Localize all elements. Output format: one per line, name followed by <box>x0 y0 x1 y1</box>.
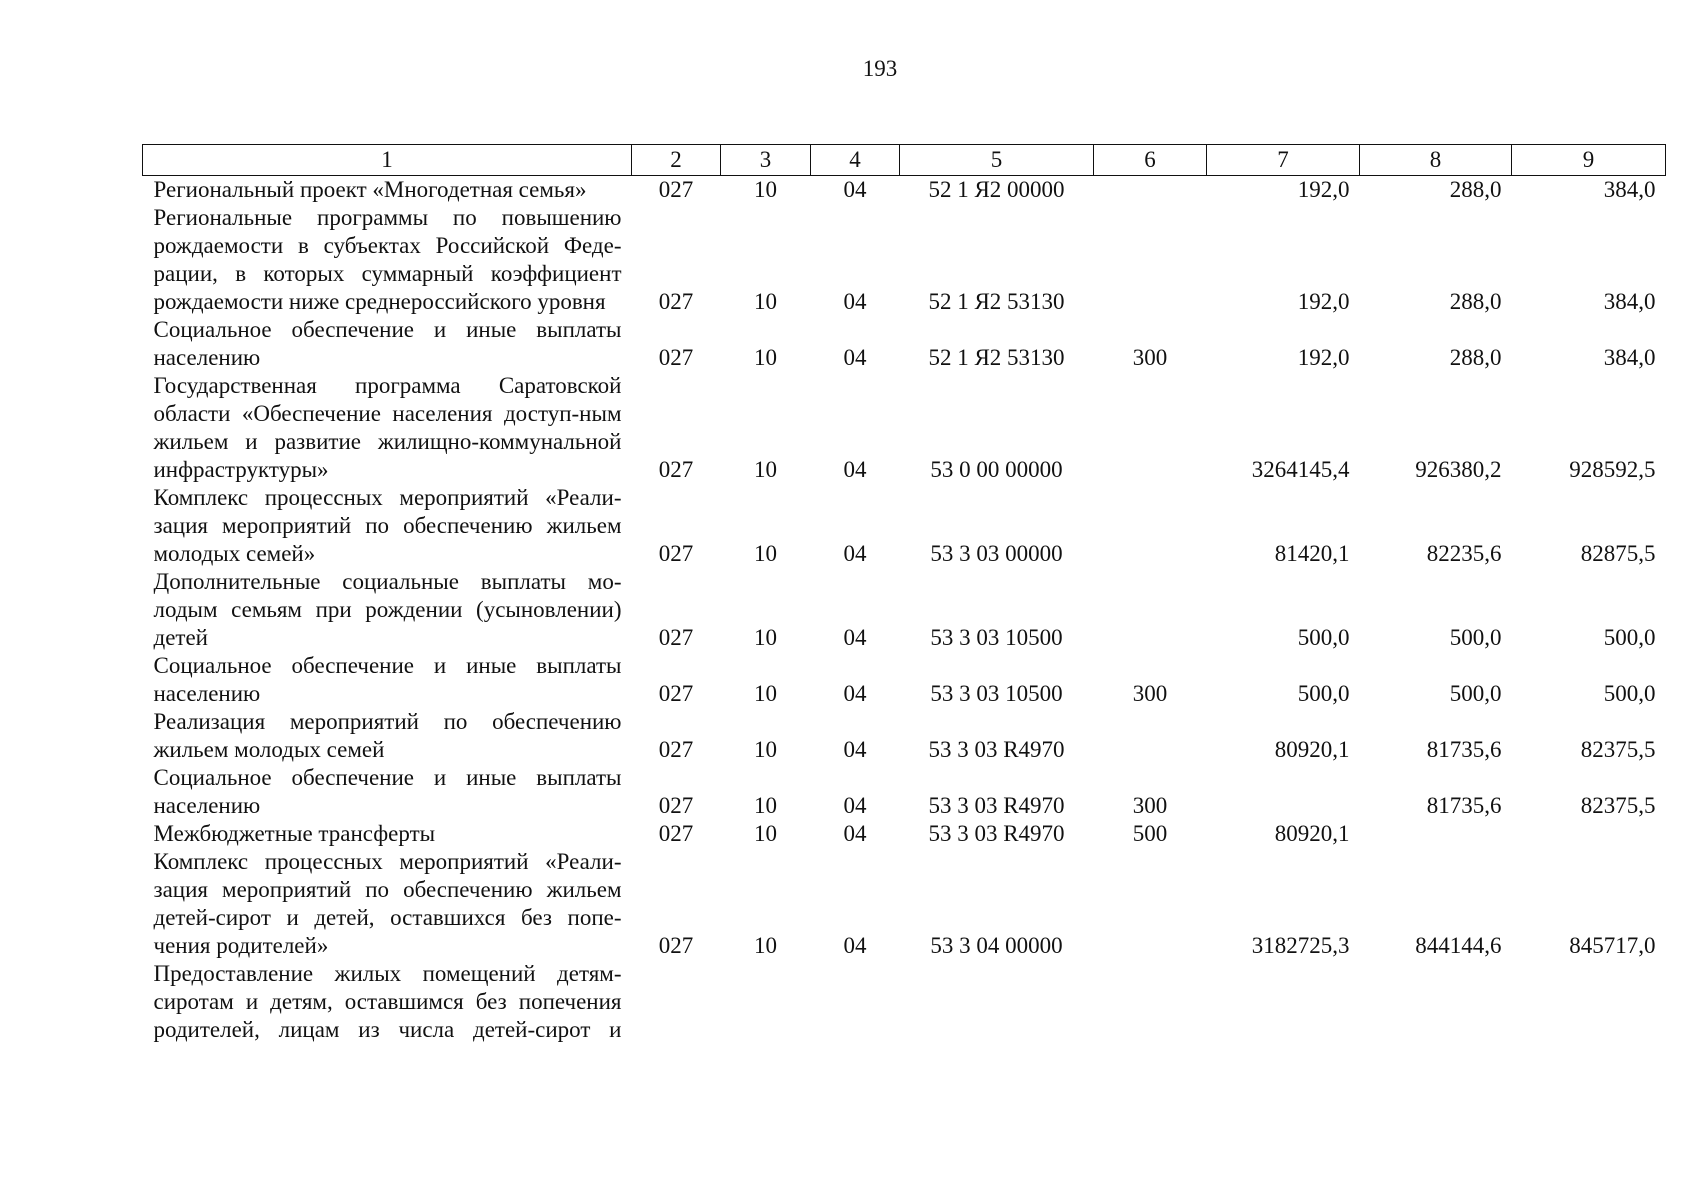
cell-amount-col9: 928592,5 <box>1569 457 1656 482</box>
cell-subsection: 04 <box>843 177 867 202</box>
cell-subsection: 04 <box>843 933 867 958</box>
table-row <box>143 372 1666 484</box>
cell-section: 10 <box>754 625 777 650</box>
cell-target-article: 52 1 Я2 00000 <box>928 177 1065 202</box>
cell-section: 10 <box>754 345 777 370</box>
cell-target-article: 53 3 03 10500 <box>930 681 1063 706</box>
cell-amount-col9: 82375,5 <box>1580 793 1656 818</box>
table-row <box>143 652 1666 708</box>
cell-target-article: 53 3 04 00000 <box>930 933 1063 958</box>
cell-target-article: 53 3 03 10500 <box>930 625 1063 650</box>
cell-expense-type: 300 <box>1132 793 1168 818</box>
column-header: 4 <box>811 145 900 176</box>
cell-amount-col9: 82375,5 <box>1580 737 1656 762</box>
cell-amount-col8: 288,0 <box>1449 177 1502 202</box>
row-name: Комплекс процессных мероприятий «Реали-зация мероприятий по обеспечению жильем молодых семей» <box>153 485 622 566</box>
cell-expense-type <box>1094 960 1207 1044</box>
cell-target-article: 53 3 03 R4970 <box>928 793 1065 818</box>
cell-subsection: 04 <box>843 793 867 818</box>
cell-expense-type <box>1094 204 1207 316</box>
cell-section: 10 <box>754 737 777 762</box>
cell-amount-col7: 192,0 <box>1297 177 1350 202</box>
row-name: Комплекс процессных мероприятий «Реали-зация мероприятий по обеспечению жильем детей-сирот и детей, оставшихся без попе-чения родителей» <box>153 849 622 958</box>
cell-expense-type <box>1094 848 1207 960</box>
cell-amount-col9 <box>1512 960 1666 1044</box>
cell-amount-col7: 81420,1 <box>1274 541 1350 566</box>
cell-subsection: 04 <box>843 737 867 762</box>
cell-amount-col8: 288,0 <box>1449 345 1502 370</box>
cell-amount-col9: 500,0 <box>1603 681 1656 706</box>
cell-amount-col7 <box>1207 960 1360 1044</box>
cell-amount-col8: 500,0 <box>1449 625 1502 650</box>
cell-target-article: 53 3 03 00000 <box>930 541 1063 566</box>
page-number: 193 <box>862 56 898 81</box>
column-header: 1 <box>143 145 632 176</box>
table-row <box>143 484 1666 568</box>
cell-subsection: 04 <box>843 541 867 566</box>
cell-admin-code: 027 <box>658 177 694 202</box>
cell-admin-code: 027 <box>658 457 694 482</box>
cell-amount-col7: 80920,1 <box>1274 737 1350 762</box>
column-header: 7 <box>1207 145 1360 176</box>
cell-subsection <box>811 960 900 1044</box>
cell-subsection: 04 <box>843 625 867 650</box>
cell-admin-code: 027 <box>658 933 694 958</box>
cell-target-article <box>900 960 1094 1044</box>
cell-target-article: 53 3 03 R4970 <box>928 821 1065 846</box>
table-row <box>143 204 1666 316</box>
cell-expense-type <box>1094 372 1207 484</box>
cell-admin-code: 027 <box>658 821 694 846</box>
cell-admin-code <box>632 960 721 1044</box>
cell-amount-col7 <box>1207 764 1360 820</box>
cell-amount-col7: 80920,1 <box>1274 821 1350 846</box>
cell-section <box>721 960 811 1044</box>
row-name: Дополнительные социальные выплаты мо-лодым семьям при рождении (усыновлении) детей <box>153 569 622 650</box>
cell-subsection: 04 <box>843 345 867 370</box>
cell-target-article: 52 1 Я2 53130 <box>928 289 1065 314</box>
cell-amount-col7: 3264145,4 <box>1251 457 1350 482</box>
column-header: 8 <box>1360 145 1512 176</box>
cell-expense-type: 500 <box>1132 821 1168 846</box>
cell-amount-col8: 926380,2 <box>1415 457 1502 482</box>
column-header: 9 <box>1512 145 1666 176</box>
cell-amount-col9: 500,0 <box>1603 625 1656 650</box>
column-header: 5 <box>900 145 1094 176</box>
cell-amount-col8 <box>1360 960 1512 1044</box>
cell-amount-col7: 3182725,3 <box>1251 933 1350 958</box>
cell-admin-code: 027 <box>658 793 694 818</box>
cell-subsection: 04 <box>843 289 867 314</box>
cell-subsection: 04 <box>843 457 867 482</box>
cell-amount-col9: 384,0 <box>1603 345 1656 370</box>
column-header: 3 <box>721 145 811 176</box>
cell-subsection: 04 <box>843 821 867 846</box>
row-name: Региональный проект «Многодетная семья» <box>153 177 587 202</box>
cell-admin-code: 027 <box>658 541 694 566</box>
cell-amount-col8: 81735,6 <box>1426 793 1502 818</box>
cell-expense-type: 300 <box>1132 681 1168 706</box>
table-row <box>143 568 1666 652</box>
cell-expense-type <box>1094 568 1207 652</box>
row-name: Социальное обеспечение и иные выплаты населению <box>153 653 622 706</box>
budget-table <box>142 144 1666 1044</box>
column-header: 2 <box>632 145 721 176</box>
cell-expense-type <box>1094 708 1207 764</box>
row-name: Региональные программы по повышению рождаемости в субъектах Российской Феде-рации, в которых суммарный коэффициент рождаемости ниже среднероссийского уровня <box>153 205 622 314</box>
table-row <box>143 708 1666 764</box>
table-row <box>143 848 1666 960</box>
table-row <box>143 764 1666 820</box>
cell-subsection: 04 <box>843 681 867 706</box>
cell-amount-col9: 82875,5 <box>1580 541 1656 566</box>
cell-expense-type <box>1094 484 1207 568</box>
cell-amount-col8: 82235,6 <box>1426 541 1502 566</box>
cell-admin-code: 027 <box>658 681 694 706</box>
cell-expense-type <box>1094 176 1207 205</box>
cell-amount-col8: 844144,6 <box>1415 933 1502 958</box>
table-header-row <box>143 145 1666 176</box>
table-row <box>143 176 1666 205</box>
cell-section: 10 <box>754 177 777 202</box>
cell-amount-col7: 192,0 <box>1297 345 1350 370</box>
cell-target-article: 53 0 00 00000 <box>930 457 1063 482</box>
cell-admin-code: 027 <box>658 737 694 762</box>
cell-amount-col8 <box>1360 820 1512 848</box>
cell-expense-type: 300 <box>1132 345 1168 370</box>
table-row <box>143 960 1666 1044</box>
cell-section: 10 <box>754 821 777 846</box>
cell-section: 10 <box>754 793 777 818</box>
cell-amount-col8: 81735,6 <box>1426 737 1502 762</box>
cell-amount-col9: 845717,0 <box>1569 933 1656 958</box>
cell-section: 10 <box>754 681 777 706</box>
row-name: Межбюджетные трансферты <box>153 821 436 846</box>
cell-amount-col8: 288,0 <box>1449 289 1502 314</box>
row-name: Реализация мероприятий по обеспечению жильем молодых семей <box>153 709 622 762</box>
cell-target-article: 52 1 Я2 53130 <box>928 345 1065 370</box>
column-header: 6 <box>1094 145 1207 176</box>
cell-amount-col7: 500,0 <box>1297 681 1350 706</box>
table-row <box>143 316 1666 372</box>
cell-amount-col8: 500,0 <box>1449 681 1502 706</box>
cell-section: 10 <box>754 457 777 482</box>
cell-amount-col9: 384,0 <box>1603 177 1656 202</box>
row-name: Социальное обеспечение и иные выплаты населению <box>153 317 622 370</box>
cell-section: 10 <box>754 933 777 958</box>
row-name: Предоставление жилых помещений детям-сиротам и детям, оставшимся без попечения родителей, лицам из числа детей-сирот и <box>153 961 622 1042</box>
row-name: Государственная программа Саратовской области «Обеспечение населения доступ-ным жильем и развитие жилищно-коммунальной инфраструктуры» <box>153 373 622 482</box>
cell-amount-col9: 384,0 <box>1603 289 1656 314</box>
cell-amount-col7: 500,0 <box>1297 625 1350 650</box>
table-row <box>143 820 1666 848</box>
cell-section: 10 <box>754 289 777 314</box>
row-name: Социальное обеспечение и иные выплаты населению <box>153 765 622 818</box>
cell-admin-code: 027 <box>658 345 694 370</box>
cell-amount-col9 <box>1512 820 1666 848</box>
cell-admin-code: 027 <box>658 289 694 314</box>
cell-amount-col7: 192,0 <box>1297 289 1350 314</box>
cell-section: 10 <box>754 541 777 566</box>
cell-target-article: 53 3 03 R4970 <box>928 737 1065 762</box>
cell-admin-code: 027 <box>658 625 694 650</box>
